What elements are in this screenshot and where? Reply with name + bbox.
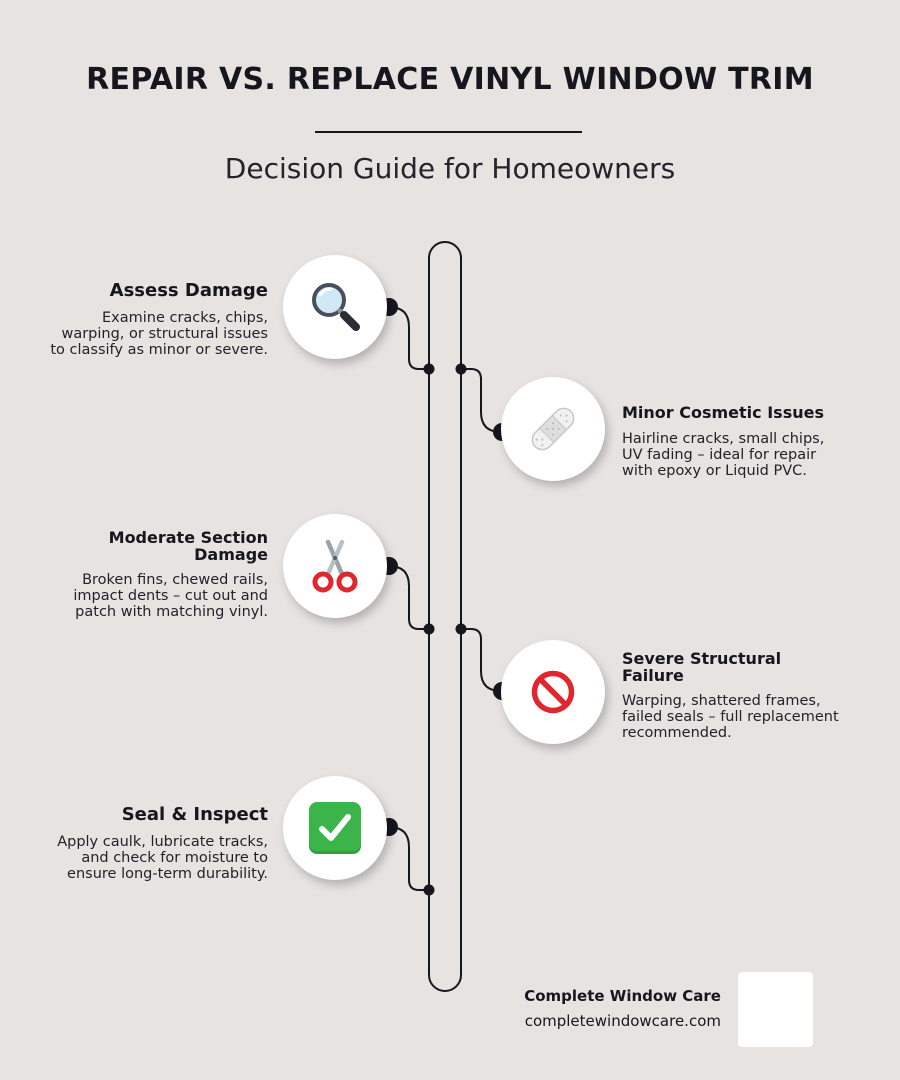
step-2-icon-circle	[501, 377, 605, 481]
step-5-title: Seal & Inspect	[121, 804, 268, 825]
step-4-title: Severe Structural Failure	[622, 649, 782, 685]
track-dot-step-5	[424, 885, 435, 896]
step-5-description: Apply caulk, lubricate tracks, and check for moisture to ensure long-term durability.	[57, 834, 268, 882]
step-4-text	[622, 650, 844, 741]
brand-logo-placeholder	[738, 972, 813, 1047]
page-title: REPAIR VS. REPLACE VINYL WINDOW TRIM	[86, 62, 814, 97]
magnifying-glass-icon	[307, 279, 363, 335]
step-2-description: Hairline cracks, small chips, UV fading – ideal for repair with epoxy or Liquid PVC.	[622, 431, 825, 479]
page-subtitle: Decision Guide for Homeowners	[224, 152, 676, 185]
connector-step-4	[461, 629, 501, 691]
track-dot-step-3	[424, 624, 435, 635]
check-mark-button-icon	[309, 802, 361, 854]
step-1-icon-circle	[283, 255, 387, 359]
step-1-title: Assess Damage	[109, 280, 268, 301]
track-dot-step-1	[424, 364, 435, 375]
adhesive-bandage-icon	[524, 400, 582, 458]
step-1-text	[46, 280, 268, 358]
connector-step-2	[461, 369, 501, 432]
step-3-description: Broken fins, chewed rails, impact dents – cut out and patch with matching vinyl.	[73, 572, 268, 620]
check-mark-icon	[315, 808, 355, 848]
prohibited-icon	[531, 670, 575, 714]
timeline-track	[429, 242, 461, 991]
step-5-text	[46, 804, 268, 882]
step-2-text	[622, 403, 844, 479]
connector-step-1	[389, 307, 429, 369]
step-1-description: Examine cracks, chips, warping, or structural issues to classify as minor or severe.	[50, 310, 268, 358]
step-3-icon-circle	[283, 514, 387, 618]
connector-step-5	[389, 827, 429, 890]
step-4-icon-circle	[501, 640, 605, 744]
track-dot-step-4	[456, 624, 467, 635]
title-divider	[315, 131, 582, 133]
step-3-text	[46, 529, 268, 620]
footer-brand-name: Complete Window Care	[524, 987, 721, 1005]
connector-step-3	[389, 566, 429, 629]
footer-website-link[interactable]: completewindowcare.com	[524, 1012, 721, 1030]
track-dot-step-2	[456, 364, 467, 375]
scissors-icon	[308, 538, 362, 594]
step-5-icon-circle	[283, 776, 387, 880]
step-2-title: Minor Cosmetic Issues	[622, 403, 824, 422]
step-4-description: Warping, shattered frames, failed seals – full replacement recommended.	[622, 693, 839, 741]
step-3-title: Moderate Section Damage	[108, 528, 268, 564]
